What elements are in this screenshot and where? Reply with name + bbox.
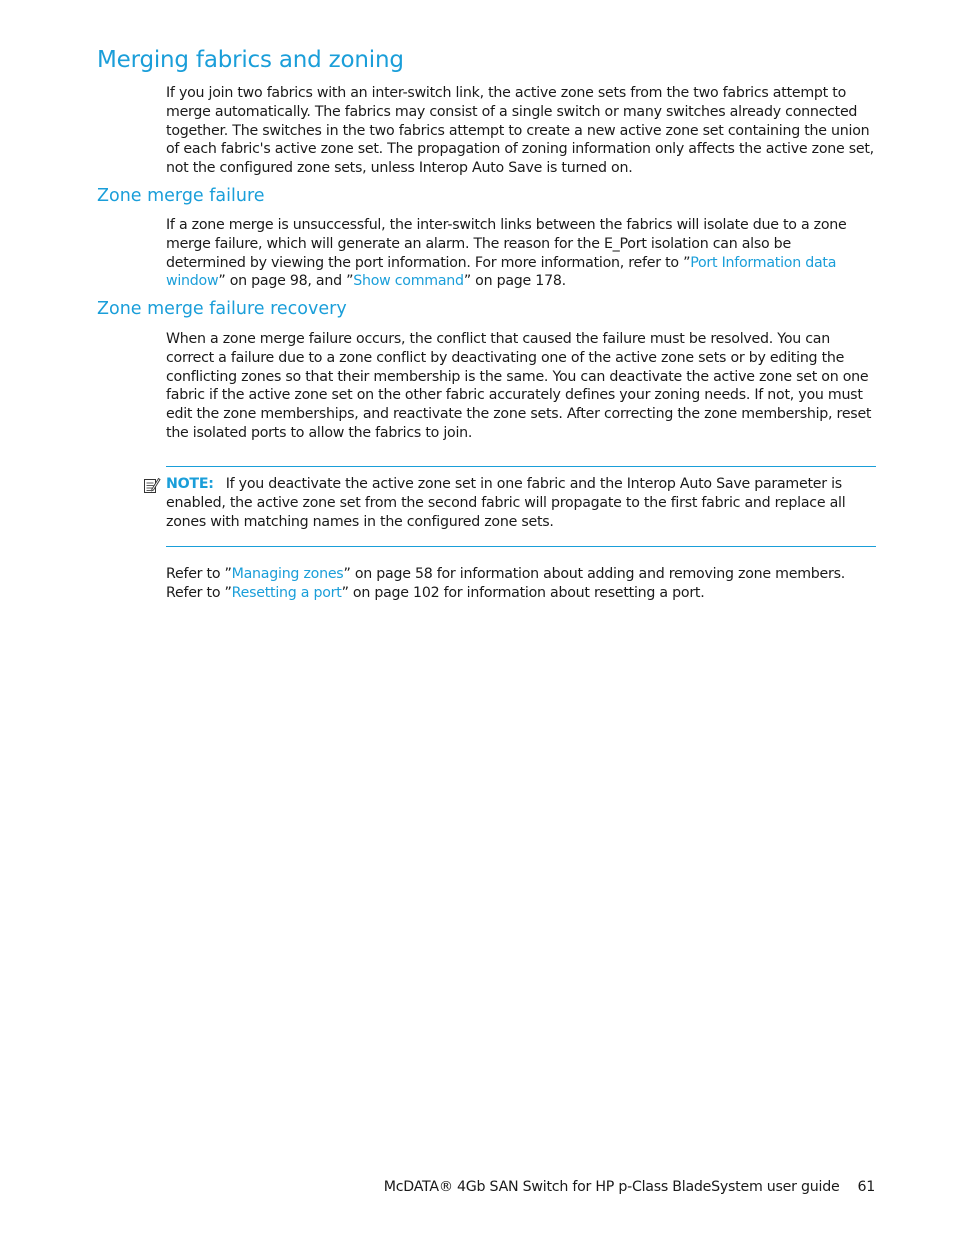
note-top-rule [166,466,876,467]
managing-zones-link[interactable]: Managing zones [231,566,344,582]
text-segment: Refer to ” [166,566,232,582]
footer-title: McDATA® 4Gb SAN Switch for HP p-Class BladeSystem user guide [383,1179,840,1195]
show-command-link[interactable]: Show command [353,273,464,290]
text-segment: ” on page 178. [463,273,566,290]
text-segment: ” on page 102 for information about resetting a port. [341,584,705,601]
note-label: NOTE: [166,476,214,492]
section-heading-zone-merge-failure: Zone merge failure [97,186,265,206]
zone-merge-recovery-paragraph: When a zone merge failure occurs, the conflict that caused the failure must be resolved. You can correct a failure due to a zone conflict by deactivating one of the active zone sets or by editing the conflicting zones so that their membership is the same. You can deactivate the active zone set on one fabric if the active zone set on the other fabric accurately defines your zoning needs. If not, you must edit the zone memberships, and reactivate the zone sets. After correcting the zone membership, reset the isolated ports to allow the fabrics to join. [166,331,872,441]
section-heading-zone-merge-failure-recovery: Zone merge failure recovery [97,299,347,319]
page-footer [300,1179,875,1195]
text-segment: ” on page 58 for information about adding and removing zone members. Refer to ” [166,566,846,601]
note-paragraph [166,475,874,531]
resetting-a-port-link[interactable]: Resetting a port [231,584,342,601]
page-title: Merging fabrics and zoning [97,47,404,73]
text-segment: If a zone merge is unsuccessful, the inter-switch links between the fabrics will isolate due to a zone merge failure, which will generate an alarm. The reason for the E_Port isolation can also be determined by viewing the port information. For more information, refer to ” [166,217,847,271]
note-text: If you deactivate the active zone set in one fabric and the Interop Auto Save parameter is enabled, the active zone set from the second fabric will propagate to the first fabric and replace all zones with matching names in the configured zone sets. [166,476,846,530]
text-segment: ” on page 98, and ” [218,273,354,290]
note-bottom-rule [166,546,876,547]
page-number: 61 [857,1179,875,1195]
refer-paragraph [166,565,874,603]
note-pad-icon [143,476,161,494]
port-information-link[interactable]: Port Information data window [166,254,837,290]
zone-merge-failure-paragraph [166,216,874,291]
intro-paragraph: If you join two fabrics with an inter-switch link, the active zone sets from the two fabrics attempt to merge automatically. The fabrics may consist of a single switch or many switches already connected together. The switches in the two fabrics attempt to create a new active zone set containing the union of each fabric's active zone set. The propagation of zoning information only affects the active zone set, not the configured zone sets, unless Interop Auto Save is turned on. [166,85,874,177]
